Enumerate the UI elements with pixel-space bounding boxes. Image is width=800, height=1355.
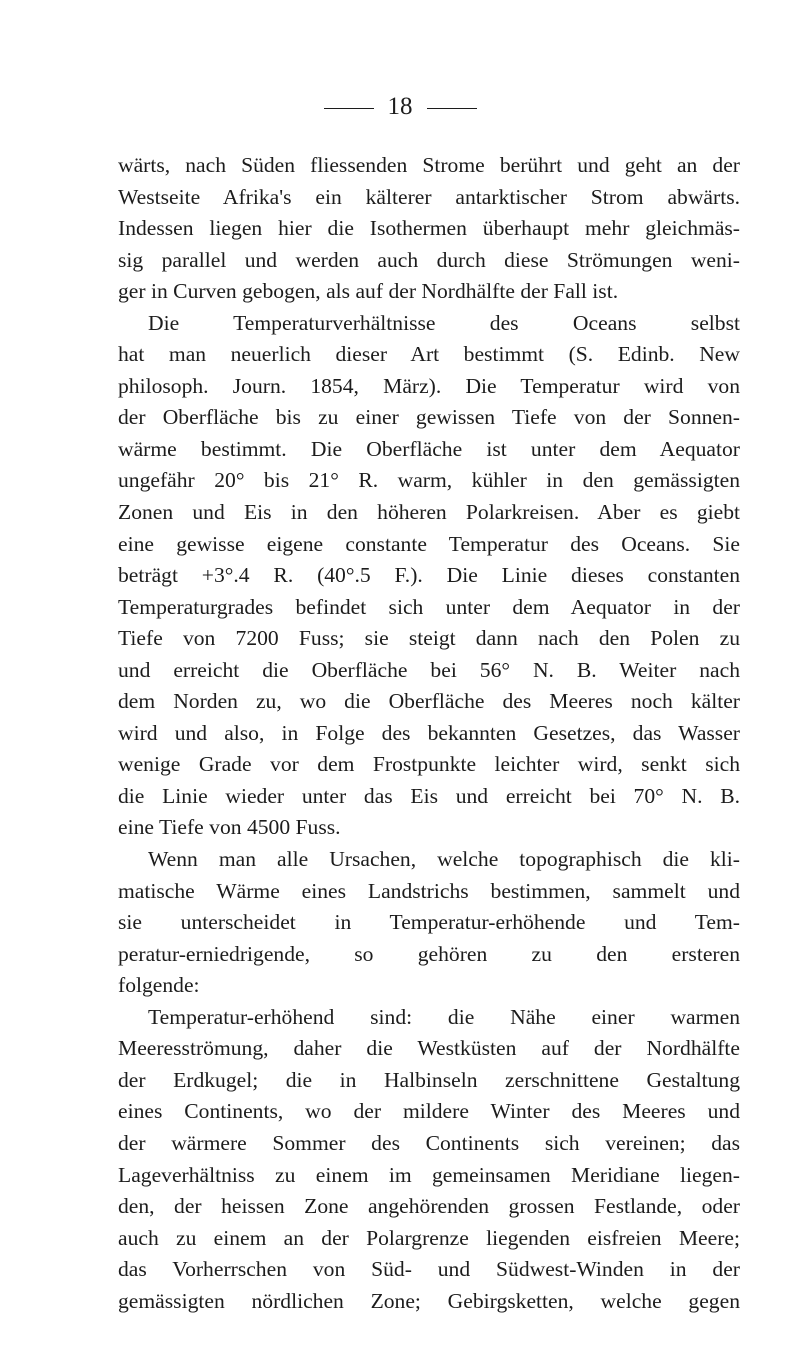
text-line: wird und also, in Folge des bekannten Gesetzes, das Wasser <box>118 720 740 745</box>
text-line: sie unterscheidet in Temperatur-erhöhende und Tem- <box>118 910 740 935</box>
text-line: Lageverhältniss zu einem im gemeinsamen Meridiane liegen- <box>118 1162 740 1187</box>
text-line: Temperatur-erhöhend sind: die Nähe einer warmen <box>148 1004 740 1029</box>
text-line: das Vorherrschen von Süd- und Südwest-Winden in der <box>118 1257 740 1282</box>
text-line: hat man neuerlich dieser Art bestimmt (S. Edinb. New <box>118 342 740 367</box>
text-line: Indessen liegen hier die Isothermen überhaupt mehr gleichmäs- <box>118 216 740 241</box>
text-line: Westseite Afrika's ein kälterer antarktischer Strom abwärts. <box>118 184 740 209</box>
text-line: ungefähr 20° bis 21° R. warm, kühler in den gemässigten <box>118 468 740 493</box>
text-line: der wärmere Sommer des Continents sich vereinen; das <box>118 1130 740 1155</box>
header-rule-right <box>427 108 477 109</box>
header-rule-left <box>324 108 374 109</box>
text-line: matische Wärme eines Landstrichs bestimmen, sammelt und <box>118 878 740 903</box>
text-line: und erreicht die Oberfläche bei 56° N. B. Weiter nach <box>118 657 740 682</box>
text-line: dem Norden zu, wo die Oberfläche des Meeres noch kälter <box>118 689 740 714</box>
text-line: Temperaturgrades befindet sich unter dem Aequator in der <box>118 594 740 619</box>
text-line: Die Temperaturverhältnisse des Oceans selbst <box>148 310 740 335</box>
text-line: wenige Grade vor dem Frostpunkte leichter wird, senkt sich <box>118 752 740 777</box>
text-line: eines Continents, wo der mildere Winter des Meeres und <box>118 1099 740 1124</box>
text-line: peratur-erniedrigende, so gehören zu den ersteren <box>118 941 740 966</box>
text-line: eine gewisse eigene constante Temperatur des Oceans. Sie <box>118 531 740 556</box>
text-line: ger in Curven gebogen, als auf der Nordhälfte der Fall ist. <box>118 279 619 304</box>
text-line: auch zu einem an der Polargrenze liegenden eisfreien Meere; <box>118 1225 740 1250</box>
text-line: Wenn man alle Ursachen, welche topographisch die kli- <box>148 847 740 872</box>
body-text <box>118 150 740 1317</box>
text-line: gemässigten nördlichen Zone; Gebirgsketten, welche gegen <box>118 1288 740 1313</box>
text-line: wärme bestimmt. Die Oberfläche ist unter dem Aequator <box>118 436 740 461</box>
text-line: Zonen und Eis in den höheren Polarkreisen. Aber es giebt <box>118 500 740 525</box>
text-line: der Oberfläche bis zu einer gewissen Tiefe von der Sonnen- <box>118 405 740 430</box>
text-line: wärts, nach Süden fliessenden Strome berührt und geht an der <box>118 153 740 177</box>
text-line: Meeresströmung, daher die Westküsten auf der Nordhälfte <box>118 1036 740 1061</box>
text-line: sig parallel und werden auch durch diese Strömungen weni- <box>118 247 740 272</box>
text-line: philosoph. Journ. 1854, März). Die Temperatur wird von <box>118 373 740 398</box>
text-line: eine Tiefe von 4500 Fuss. <box>118 815 341 840</box>
text-line: beträgt +3°.4 R. (40°.5 F.). Die Linie dieses constanten <box>118 563 740 588</box>
text-line: Tiefe von 7200 Fuss; sie steigt dann nach den Polen zu <box>118 626 740 651</box>
page-number: 18 <box>387 93 413 120</box>
text-line: die Linie wieder unter das Eis und erreicht bei 70° N. B. <box>118 783 740 808</box>
text-line: folgende: <box>118 973 200 998</box>
text-line: den, der heissen Zone angehörenden grossen Festlande, oder <box>118 1194 740 1219</box>
page-header <box>0 92 800 122</box>
text-line: der Erdkugel; die in Halbinseln zerschnittene Gestaltung <box>118 1067 740 1092</box>
